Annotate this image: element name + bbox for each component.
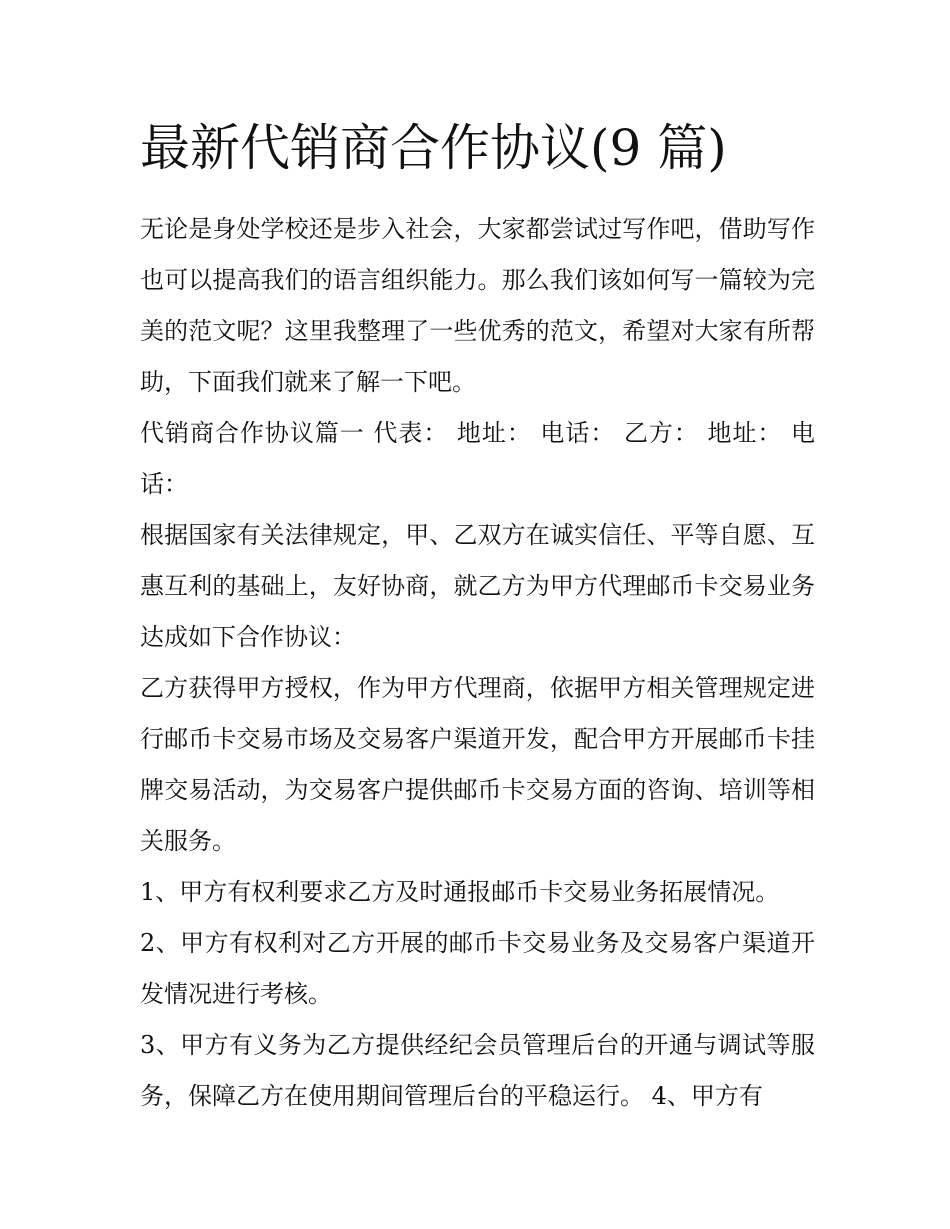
document-title: 最新代销商合作协议(9 篇) (140, 119, 727, 177)
intro-paragraph: 无论是身处学校还是步入社会，大家都尝试过写作吧，借助写作也可以提高我们的语言组织能力。那么我们该如何写一篇较为完美的范文呢？这里我整理了一些优秀的范文，希望对大家有所帮助，下面我们就来了解一下吧。 (140, 215, 815, 396)
agreement-header-paragraph: 代销商合作协议篇一 代表： 地址： 电话： 乙方： 地址： 电话： (140, 419, 815, 498)
authorization-paragraph: 乙方获得甲方授权，作为甲方代理商，依据甲方相关管理规定进行邮币卡交易市场及交易客户渠道开发，配合甲方开展邮币卡挂牌交易活动，为交易客户提供邮币卡交易方面的咨询、培训等相关服务。 (140, 674, 815, 855)
document-page (140, 112, 815, 1122)
clause-1: 1、甲方有权利要求乙方及时通报邮币卡交易业务拓展情况。 (140, 878, 780, 906)
clause-2: 2、甲方有权利对乙方开展的邮币卡交易业务及交易客户渠道开发情况进行考核。 (140, 929, 815, 1008)
clause-3: 3、甲方有义务为乙方提供经纪会员管理后台的开通与调试等服务，保障乙方在使用期间管理后台的平稳运行。 4、甲方有 (140, 1031, 815, 1110)
legal-basis-paragraph: 根据国家有关法律规定，甲、乙双方在诚实信任、平等自愿、互惠互利的基础上，友好协商，就乙方为甲方代理邮币卡交易业务达成如下合作协议： (140, 521, 815, 651)
